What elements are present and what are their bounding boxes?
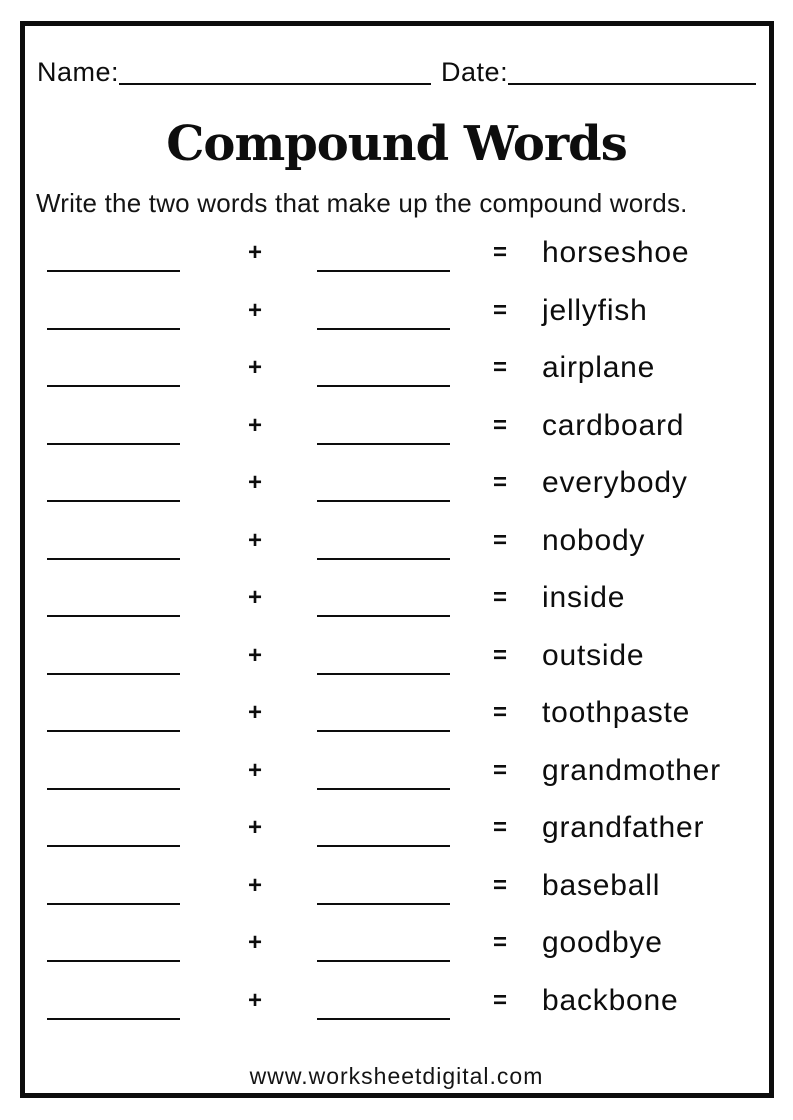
first-word-blank-line (47, 385, 180, 387)
plus-sign: + (247, 871, 262, 899)
second-word-blank-line (317, 1018, 450, 1020)
first-word-blank-line (47, 845, 180, 847)
first-word-blank-line (47, 270, 180, 272)
plus-sign: + (247, 814, 262, 841)
compound-word: cardboard (542, 408, 685, 442)
equals-sign: = (492, 641, 507, 669)
worksheet-rows (47, 229, 757, 1034)
compound-word: grandfather (542, 811, 705, 844)
worksheet-row (47, 229, 757, 287)
equals-sign: = (492, 469, 507, 496)
second-word-blank-line (317, 443, 450, 445)
compound-word: grandmother (542, 753, 721, 787)
plus-sign: + (247, 239, 262, 266)
date-label: Date: (441, 57, 509, 87)
compound-word: toothpaste (542, 696, 691, 729)
first-word-blank-line (47, 500, 180, 502)
worksheet-row (47, 402, 757, 460)
plus-sign: + (247, 411, 262, 439)
worksheet-row (47, 574, 757, 632)
equals-sign: = (492, 929, 507, 956)
worksheet-row (47, 344, 757, 402)
worksheet-row (47, 919, 757, 977)
plus-sign: + (247, 699, 262, 726)
compound-word: jellyfish (542, 293, 648, 327)
plus-sign: + (247, 354, 262, 381)
worksheet-row (47, 747, 757, 805)
plus-sign: + (247, 929, 262, 956)
first-word-blank-line (47, 903, 180, 905)
plus-sign: + (247, 756, 262, 784)
date-blank-line (508, 83, 756, 85)
equals-sign: = (492, 526, 507, 554)
second-word-blank-line (317, 500, 450, 502)
footer-website: www.worksheetdigital.com (249, 1063, 544, 1089)
first-word-blank-line (47, 730, 180, 732)
worksheet-row (47, 632, 757, 690)
compound-word: airplane (542, 351, 656, 384)
first-word-blank-line (47, 788, 180, 790)
second-word-blank-line (317, 615, 450, 617)
equals-sign: = (492, 584, 507, 611)
second-word-blank-line (317, 270, 450, 272)
worksheet-row (47, 804, 757, 862)
equals-sign: = (492, 814, 507, 841)
header-row (37, 58, 756, 88)
second-word-blank-line (317, 960, 450, 962)
instruction-text: Write the two words that make up the compound words. (36, 188, 688, 218)
page-title: Compound Words (166, 116, 627, 172)
first-word-blank-line (47, 558, 180, 560)
compound-word: baseball (542, 868, 661, 902)
plus-sign: + (247, 584, 262, 611)
plus-sign: + (247, 526, 262, 554)
worksheet-row (47, 287, 757, 345)
second-word-blank-line (317, 328, 450, 330)
second-word-blank-line (317, 730, 450, 732)
name-blank-line (119, 83, 431, 85)
compound-word: inside (542, 581, 626, 614)
equals-sign: = (492, 354, 507, 381)
first-word-blank-line (47, 960, 180, 962)
compound-word: nobody (542, 523, 646, 557)
plus-sign: + (247, 296, 262, 324)
worksheet-row (47, 862, 757, 920)
compound-word: backbone (542, 983, 679, 1017)
equals-sign: = (492, 986, 507, 1014)
equals-sign: = (492, 699, 507, 726)
compound-word: horseshoe (542, 236, 690, 269)
equals-sign: = (492, 756, 507, 784)
plus-sign: + (247, 641, 262, 669)
first-word-blank-line (47, 615, 180, 617)
equals-sign: = (492, 871, 507, 899)
second-word-blank-line (317, 903, 450, 905)
equals-sign: = (492, 296, 507, 324)
first-word-blank-line (47, 443, 180, 445)
first-word-blank-line (47, 1018, 180, 1020)
worksheet-row (47, 977, 757, 1035)
worksheet-row (47, 689, 757, 747)
name-label: Name: (37, 57, 120, 87)
equals-sign: = (492, 239, 507, 266)
compound-word: goodbye (542, 926, 663, 959)
first-word-blank-line (47, 673, 180, 675)
first-word-blank-line (47, 328, 180, 330)
worksheet-row (47, 517, 757, 575)
second-word-blank-line (317, 558, 450, 560)
worksheet-row (47, 459, 757, 517)
second-word-blank-line (317, 385, 450, 387)
second-word-blank-line (317, 788, 450, 790)
plus-sign: + (247, 986, 262, 1014)
equals-sign: = (492, 411, 507, 439)
compound-word: outside (542, 638, 645, 672)
compound-word: everybody (542, 466, 688, 499)
second-word-blank-line (317, 845, 450, 847)
second-word-blank-line (317, 673, 450, 675)
plus-sign: + (247, 469, 262, 496)
